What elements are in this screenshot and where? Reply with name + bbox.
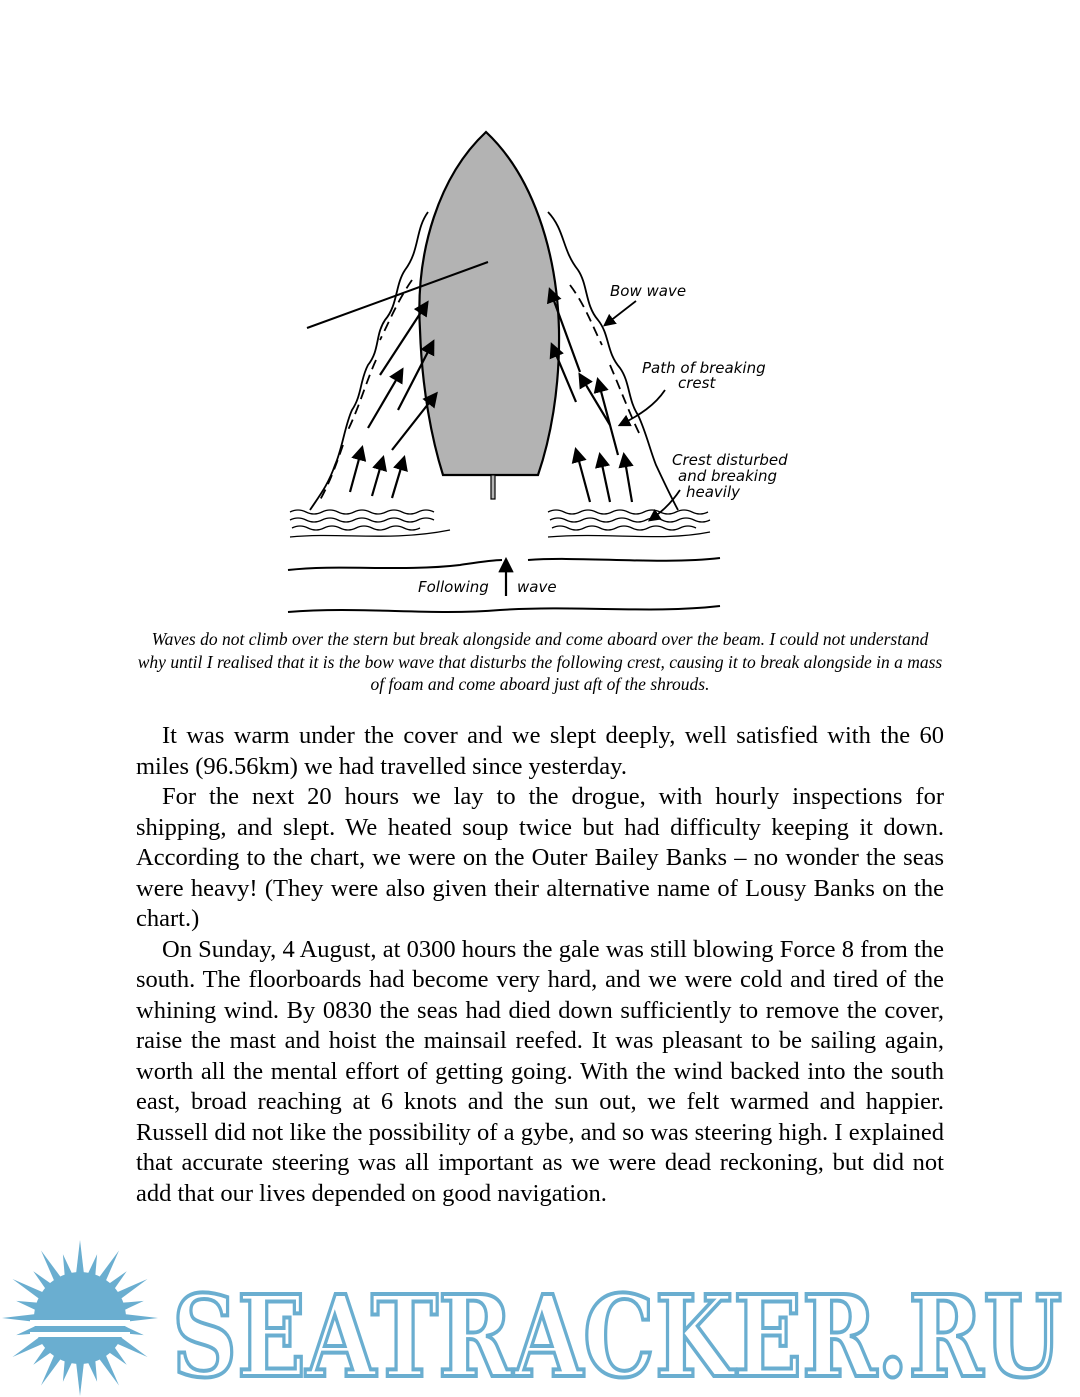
- label-following: Following: [418, 578, 489, 596]
- sun-ray: [41, 1251, 62, 1283]
- paragraph: On Sunday, 4 August, at 0300 hours the gale was still blowing Force 8 from the south. The floorboards had become very hard, and we were cold and tired of the whining wind. By 0830 the seas had died down sufficiently to remove the cover, raise the mast and hoist the mainsail reefed. It was pleasant to be sailing again, worth all the mental effort of getting going. With the wind backed into the south east, broad reaching at 6 knots and the sun out, we felt warmed and happier. Russell did not like the possibility of a gybe, and so was steering high. I explained that accurate steering was all important as we were dead reckoning, but did not add that our lives depended on good navigation.: [136, 935, 944, 1207]
- foam-left: [290, 510, 450, 537]
- sun-ray: [116, 1337, 148, 1358]
- following-wave-lines: [288, 558, 720, 612]
- rudder: [491, 475, 495, 499]
- label-path-line1: Path of breaking: [642, 359, 766, 377]
- label-leaders: [605, 301, 680, 520]
- label-path-line2: crest: [678, 374, 716, 392]
- right-crest-arrows: [550, 290, 632, 502]
- sun-ray: [99, 1354, 120, 1386]
- foam-right: [548, 510, 710, 537]
- label-crest-line1: Crest disturbed: [672, 451, 788, 469]
- left-bow-wave: [310, 212, 428, 510]
- label-crest-line2: and breaking: [678, 467, 777, 485]
- hull-shape: [419, 132, 559, 475]
- paragraph: It was warm under the cover and we slept deeply, well satisfied with the 60 miles (96.56km) we had travelled since yesterday.: [136, 722, 944, 780]
- watermark-text: SEATRACKER.RU: [172, 1272, 1062, 1397]
- sun-icon: [2, 1240, 158, 1396]
- boat-wave-diagram: [280, 120, 800, 625]
- sun-ray: [41, 1354, 62, 1386]
- figure-caption: Waves do not climb over the stern but break alongside and come aboard over the beam. I could not understand why until I realised that it is the bow wave that disturbs the following crest, causing it to break alongside in a mass of foam and come aboard just aft of the shrouds.: [137, 629, 943, 694]
- sun-ray: [13, 1337, 45, 1358]
- sun-ray: [99, 1251, 120, 1283]
- label-wave: wave: [517, 578, 557, 596]
- sun-ray: [76, 1362, 84, 1396]
- label-bow-wave: Bow wave: [610, 282, 687, 300]
- body-text: [136, 721, 944, 1209]
- label-crest-line3: heavily: [686, 483, 741, 501]
- sun-ray: [116, 1279, 148, 1300]
- sun-ray: [76, 1240, 84, 1274]
- sun-ray: [13, 1279, 45, 1300]
- watermark: [0, 1238, 1080, 1397]
- paragraph: For the next 20 hours we lay to the drogue, with hourly inspections for shipping, and slept. We heated soup twice but had difficulty keeping it down. According to the chart, we were on the Outer Bailey Banks – no wonder the seas were heavy! (They were also given their alternative name of Lousy Banks on the chart.): [136, 783, 944, 932]
